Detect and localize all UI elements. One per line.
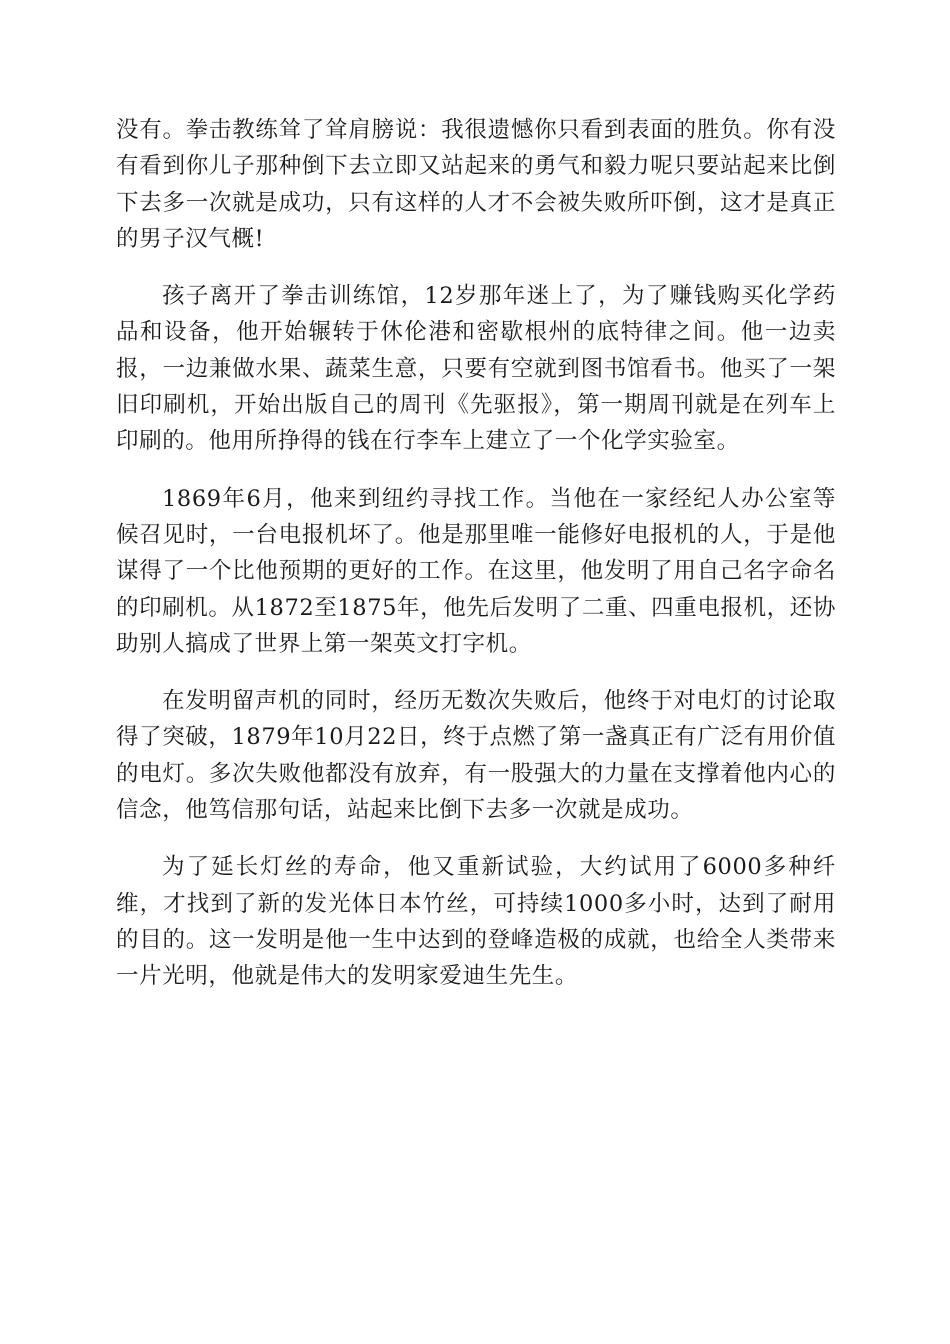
paragraph-continuation: 没有。拳击教练耸了耸肩膀说：我很遗憾你只看到表面的胜负。你有没有看到你儿子那种倒下去立即又站起来的勇气和毅力呢只要站起来比倒下去多一次就是成功，只有这样的人才不会被失败所吓倒，这才是真正的男子汉气概! (116, 117, 836, 252)
paragraph-electric-light: 在发明留声机的同时，经历无数次失败后，他终于对电灯的讨论取得了突破，1879年10月22日，终于点燃了第一盏真正有广泛有用价值的电灯。多次失败他都没有放弃，有一股强大的力量在支撑着他内心的信念，他笃信那句话，站起来比倒下去多一次就是成功。 (116, 688, 836, 824)
paragraph-new-york: 1869年6月，他来到纽约寻找工作。当他在一家经纪人办公室等候召见时，一台电报机坏了。他是那里唯一能修好电报机的人，于是他谋得了一个比他预期的更好的工作。在这里，他发明了用自己名字命名的印刷机。从1872至1875年，他先后发明了二重、四重电报机，还协助别人搞成了世界上第一架英文打字机。 (116, 485, 836, 657)
paragraph-filament: 为了延长灯丝的寿命，他又重新试验，大约试用了6000多种纤维，才找到了新的发光体日本竹丝，可持续1000多小时，达到了耐用的目的。这一发明是他一生中达到的登峰造极的成就，也给全人类带来一片光明，他就是伟大的发明家爱迪生先生。 (116, 854, 836, 990)
document-body (116, 112, 836, 1016)
paragraph-childhood: 孩子离开了拳击训练馆，12岁那年迷上了，为了赚钱购买化学药品和设备，他开始辗转于休伦港和密歇根州的底特律之间。他一边卖报，一边兼做水果、蔬菜生意，只要有空就到图书馆看书。他买了一架旧印刷机，开始出版自己的周刊《先驱报》，第一期周刊就是在列车上印刷的。他用所挣得的钱在行李车上建立了一个化学实验室。 (116, 283, 836, 455)
